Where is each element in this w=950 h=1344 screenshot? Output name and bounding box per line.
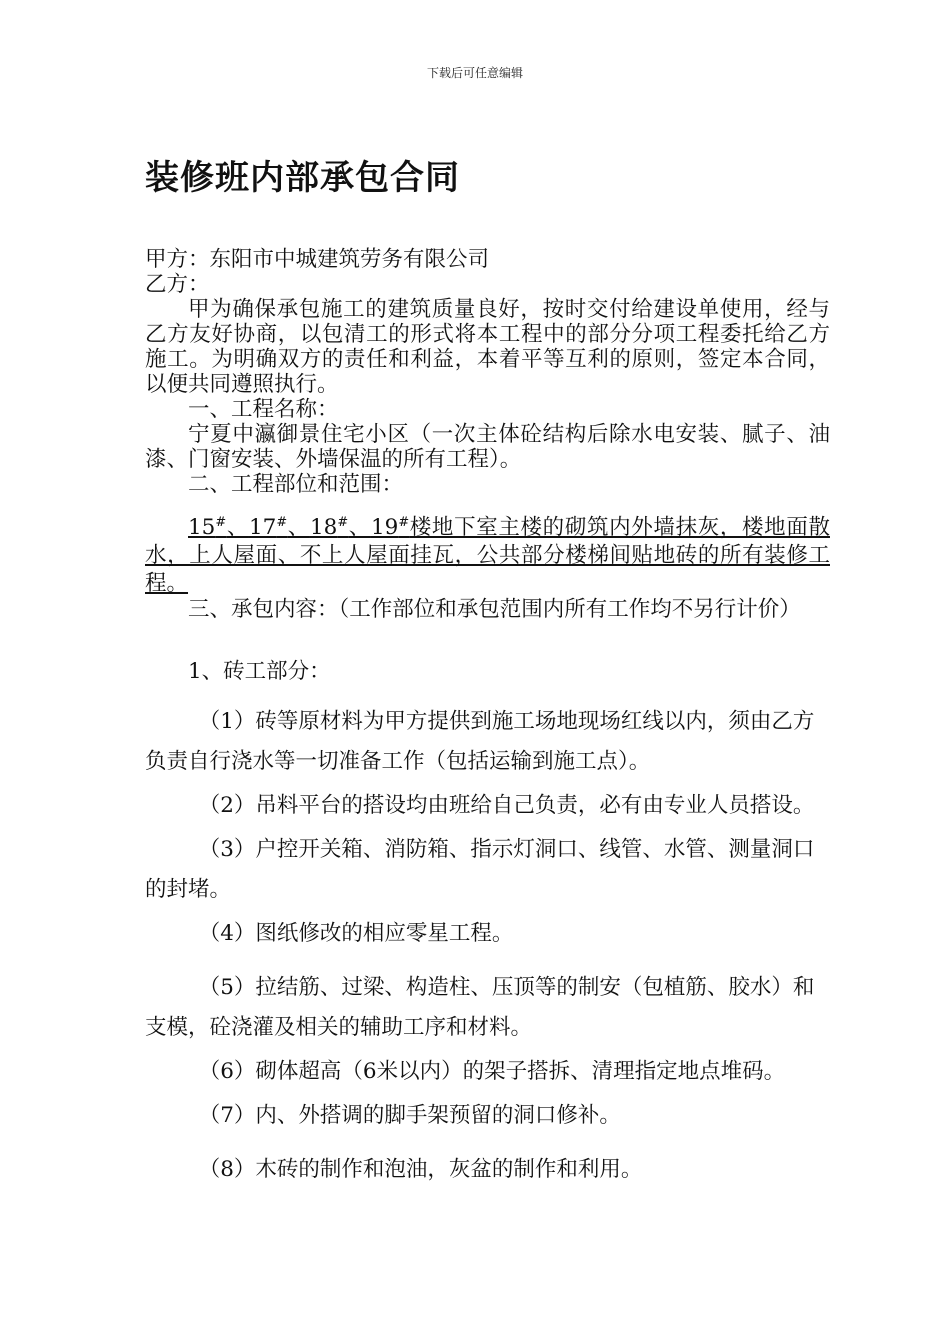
brickwork-item-6: （6）砌体超高（6米以内）的架子搭拆、清理指定地点堆码。 (198, 1059, 786, 1084)
section1-content: 宁夏中瀛御景住宅小区（一次主体砼结构后除水电安装、腻子、油漆、门窗安装、外墙保温的所有工程）。 (145, 422, 830, 472)
building-mark: # (398, 515, 410, 530)
page-header-note: 下载后可任意编辑 (426, 66, 523, 80)
section2-heading: 二、工程部位和范围： (188, 472, 404, 497)
brickwork-item-8: （8）木砖的制作和泡油，灰盆的制作和利用。 (198, 1157, 643, 1182)
building-mark: # (337, 515, 349, 530)
brickwork-item-3: （3）户控开关箱、消防箱、指示灯洞口、线管、水管、测量洞口的封堵。 (145, 837, 815, 902)
brickwork-items (145, 702, 830, 1190)
document-title: 装修班内部承包合同 (145, 158, 460, 198)
brickwork-heading: 1、砖工部分： (188, 659, 331, 684)
brickwork-item-4: （4）图纸修改的相应零星工程。 (198, 921, 514, 946)
section3-heading: 三、承包内容：（工作部位和承包范围内所有工作均不另行计价） (188, 597, 801, 622)
section2-scope (145, 509, 830, 598)
party-b: 乙方： (145, 272, 210, 297)
section2-content: 15#、17#、18#、19#楼地下室主楼的砌筑内外墙抹灰，楼地面散水，上人屋面、不上人屋面挂瓦，公共部分楼梯间贴地砖的所有装修工程。 (145, 515, 830, 597)
intro-paragraph: 甲为确保承包施工的建筑质量良好，按时交付给建设单使用，经与乙方友好协商，以包清工的形式将本工程中的部分分项工程委托给乙方施工。为明确双方的责任和利益，本着平等互利的原则，签定本合同，以便共同遵照执行。 (145, 297, 830, 397)
section1-heading: 一、工程名称： (188, 397, 339, 422)
section3-sub1 (145, 655, 830, 689)
section3 (145, 597, 830, 622)
building-19: 19 (370, 515, 399, 541)
brickwork-item-1: （1）砖等原材料为甲方提供到施工场地现场红线以内，须由乙方负责自行浇水等一切准备工作（包括运输到施工点）。 (145, 709, 815, 774)
building-17: 17 (248, 515, 277, 541)
brickwork-item-2: （2）吊料平台的搭设均由班给自己负责，必有由专业人员搭设。 (198, 793, 815, 818)
building-mark: # (215, 515, 227, 530)
brickwork-item-5: （5）拉结筋、过梁、构造柱、压顶等的制安（包植筋、胶水）和支模，砼浇灌及相关的辅助工序和材料。 (145, 975, 815, 1040)
contract-body (145, 247, 830, 497)
section2-content-text: 楼地下室主楼的砌筑内外墙抹灰，楼地面散水，上人屋面、不上人屋面挂瓦，公共部分楼梯间贴地砖的所有装修工程。 (145, 515, 830, 597)
party-a: 甲方：东阳市中城建筑劳务有限公司 (145, 247, 490, 272)
building-15: 15 (188, 515, 216, 541)
building-mark: # (276, 515, 288, 530)
building-18: 18 (309, 515, 338, 541)
brickwork-item-7: （7）内、外搭调的脚手架预留的洞口修补。 (198, 1103, 621, 1128)
